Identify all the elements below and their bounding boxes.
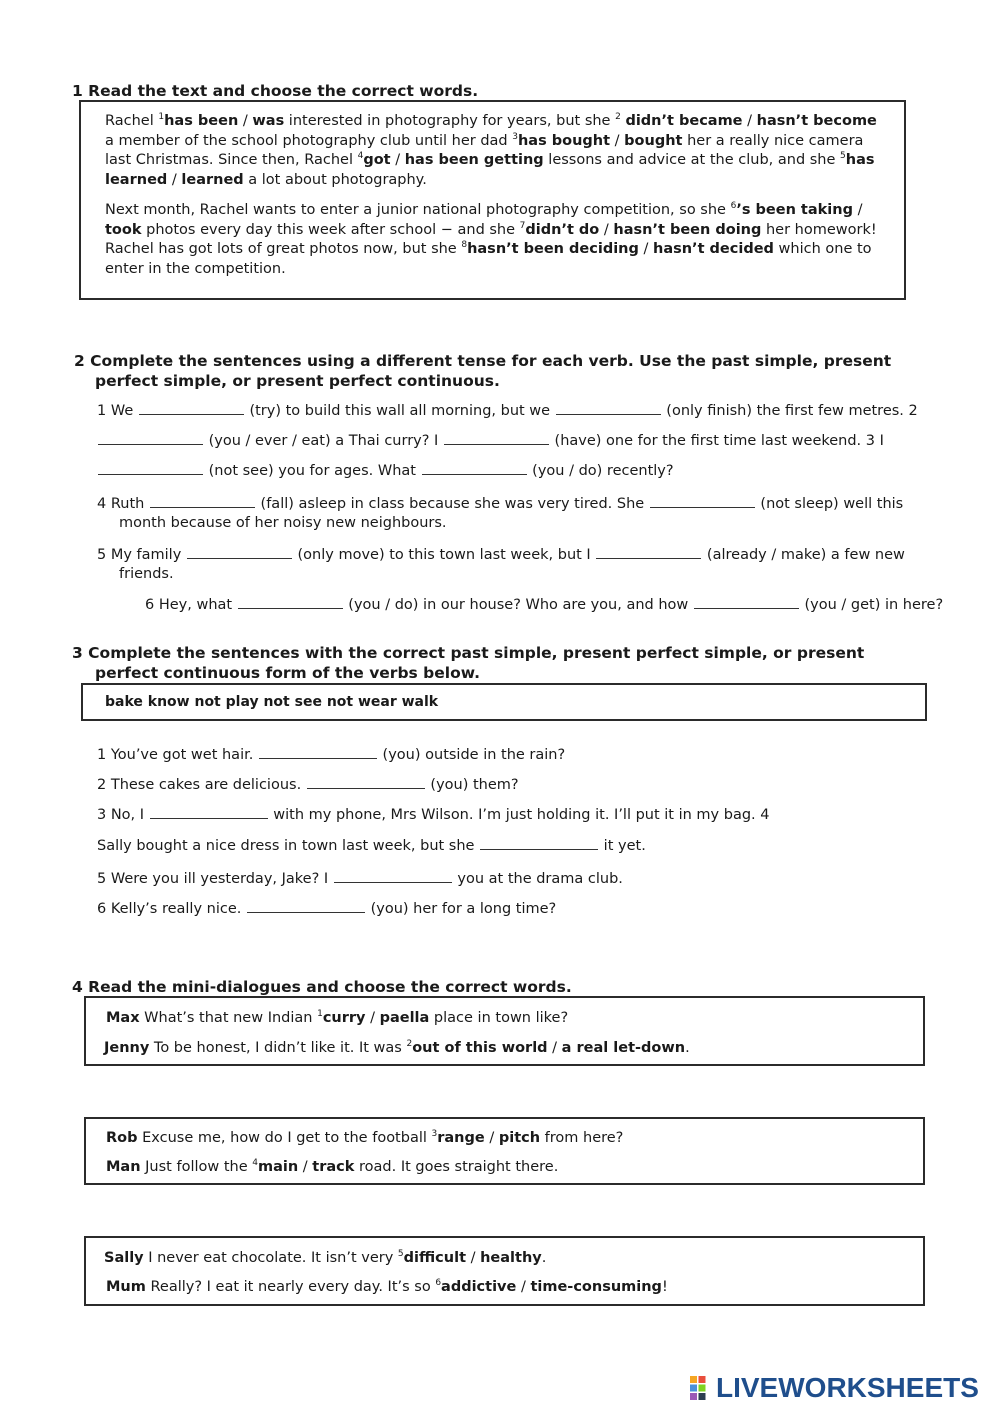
answer-option[interactable]: difficult — [403, 1250, 466, 1266]
dialogue-box-2 — [84, 1117, 925, 1185]
answer-option[interactable]: ’s been taking — [736, 202, 853, 218]
section2-heading-line2: perfect simple, or present perfect continuous. — [95, 372, 500, 390]
section3-heading-line1: 3 Complete the sentences with the correct past simple, present perfect simple, or present — [72, 644, 865, 662]
dialogue-1-line-2: Jenny To be honest, I didn’t like it. It was $^2$out of this world / a real let-down. — [104, 1039, 690, 1056]
answer-option[interactable]: took — [105, 221, 142, 238]
dialogue-2-line-1: Rob Excuse me, how do I get to the football $^3$range / pitch from here? — [106, 1129, 624, 1146]
section3-sentence-5: 5 Were you ill yesterday, Jake? I you at the drama club. — [97, 868, 623, 889]
answer-blank[interactable] — [556, 400, 661, 415]
verb-word-box — [81, 683, 927, 721]
answer-option[interactable]: learned — [181, 171, 244, 188]
section1-heading: 1 Read the text and choose the correct words. — [72, 82, 479, 100]
answer-option[interactable]: Jenny — [104, 1040, 150, 1056]
answer-option[interactable]: hasn’t become — [756, 113, 877, 129]
item-number: 8 — [461, 240, 468, 251]
liveworksheets-logo[interactable] — [690, 1373, 979, 1403]
liveworksheets-logo-icon — [690, 1376, 714, 1400]
dialogue-3-line-2: Mum Really? I eat it nearly every day. It’s so $^6$addictive / time-consuming! — [106, 1278, 668, 1295]
item-number: 4 — [252, 1158, 258, 1169]
section2-sentence-4-cont: month because of her noisy new neighbours. — [119, 515, 447, 531]
section2-sentence-5-cont: friends. — [119, 566, 174, 582]
answer-blank[interactable] — [98, 460, 203, 475]
section2-sentence-1: 1 We (try) to build this wall all morning, but we (only finish) the first few metres. 2 — [97, 400, 918, 421]
section4-heading: 4 Read the mini-dialogues and choose the correct words. — [72, 978, 572, 996]
answer-blank[interactable] — [480, 835, 598, 850]
section1-paragraph-1: Rachel $^1$has been / was interested in photography for years, but she $^2$ didn’t became / hasn’t become a member of the school photography club until her dad $^3$has bought / bought her a really nice camera last Christmas. Since then, Rachel $^4$got / has been getting lessons and advice at the club, and she $^5$has learned / learned a lot about photography. — [105, 112, 877, 188]
section3-sentence-1: 1 You’ve got wet hair. (you) outside in the rain? — [97, 744, 565, 765]
item-number: 1 — [317, 1009, 323, 1020]
answer-blank[interactable] — [247, 898, 365, 913]
answer-option[interactable]: hasn’t been deciding — [467, 241, 639, 257]
section2-heading-line1: 2 Complete the sentences using a different tense for each verb. Use the past simple, present — [74, 352, 892, 370]
item-number: 6 — [730, 201, 737, 212]
answer-blank[interactable] — [334, 868, 452, 883]
answer-blank[interactable] — [650, 493, 755, 508]
answer-option[interactable]: was — [252, 113, 285, 129]
item-number: 3 — [431, 1129, 438, 1140]
answer-option[interactable]: time-consuming — [530, 1279, 662, 1295]
answer-option[interactable]: got — [363, 152, 391, 168]
item-number: 3 — [512, 131, 518, 142]
answer-option[interactable]: addictive — [441, 1279, 517, 1295]
item-number: 6 — [435, 1278, 442, 1289]
item-number: 5 — [840, 151, 846, 162]
section3-heading-line2: perfect continuous form of the verbs below. — [95, 664, 480, 682]
section2-sentence-6: 6 Hey, what (you / do) in our house? Who are you, and how (you / get) in here? — [145, 594, 943, 615]
item-number: 7 — [519, 220, 526, 231]
dialogue-1-line-1: Max What’s that new Indian $^1$curry / paella place in town like? — [106, 1009, 569, 1026]
section2-sentence-4: 4 Ruth (fall) asleep in class because she was very tired. She (not sleep) well this — [97, 493, 903, 514]
section3-sentence-4: Sally bought a nice dress in town last week, but she it yet. — [97, 835, 646, 856]
answer-blank[interactable] — [150, 493, 255, 508]
verb-list: bake know not play not see not wear walk — [105, 694, 439, 710]
answer-blank[interactable] — [259, 744, 377, 759]
answer-option[interactable]: paella — [379, 1010, 430, 1026]
answer-option[interactable]: bought — [624, 132, 683, 149]
answer-blank[interactable] — [694, 594, 799, 609]
answer-option[interactable]: pitch — [498, 1130, 541, 1146]
answer-blank[interactable] — [307, 774, 425, 789]
answer-blank[interactable] — [422, 460, 527, 475]
answer-option[interactable]: has been — [164, 113, 239, 129]
liveworksheets-logo-text: LIVEWORKSHEETS — [716, 1372, 979, 1403]
answer-option[interactable]: Mum — [106, 1279, 146, 1295]
answer-option[interactable]: a real let-down — [561, 1040, 686, 1056]
answer-option[interactable]: Sally — [104, 1250, 144, 1266]
dialogue-box-1 — [84, 996, 925, 1066]
answer-blank[interactable] — [98, 430, 203, 445]
dialogue-2-line-2: Man Just follow the $^4$main / track road. It goes straight there. — [106, 1158, 559, 1175]
answer-option[interactable]: has learned — [105, 152, 875, 188]
section1-paragraph-2: Next month, Rachel wants to enter a junior national photography competition, so she $^6$’s been taking / took photos every day this week after school − and she $^7$didn’t do / hasn’t been doing her homework! Rachel has got lots of great photos now, but she $^8$hasn’t been deciding / hasn’t decided which one to enter in the competition. — [105, 201, 877, 277]
section3-sentence-3: 3 No, I with my phone, Mrs Wilson. I’m just holding it. I’ll put it in my bag. 4 — [97, 804, 769, 825]
answer-option[interactable]: Max — [106, 1010, 140, 1026]
answer-option[interactable]: has been getting — [404, 152, 544, 168]
item-number: 2 — [406, 1039, 413, 1050]
dialogue-box-3 — [84, 1236, 925, 1306]
answer-option[interactable]: hasn’t been doing — [613, 221, 762, 238]
answer-option[interactable]: didn’t became — [625, 113, 743, 129]
answer-blank[interactable] — [139, 400, 244, 415]
answer-option[interactable]: didn’t do — [525, 221, 600, 238]
answer-blank[interactable] — [150, 804, 268, 819]
answer-option[interactable]: track — [312, 1159, 355, 1175]
answer-blank[interactable] — [238, 594, 343, 609]
answer-blank[interactable] — [187, 544, 292, 559]
answer-option[interactable]: has bought — [517, 132, 611, 149]
answer-option[interactable]: range — [437, 1130, 485, 1146]
dialogue-3-line-1: Sally I never eat chocolate. It isn’t very $^5$difficult / healthy. — [104, 1249, 547, 1266]
answer-option[interactable]: Rob — [106, 1130, 138, 1146]
answer-blank[interactable] — [596, 544, 701, 559]
section3-sentence-6: 6 Kelly’s really nice. (you) her for a long time? — [97, 898, 556, 919]
section2-sentence-5: 5 My family (only move) to this town last week, but I (already / make) a few new — [97, 544, 905, 565]
item-number: 1 — [158, 112, 165, 123]
answer-option[interactable]: main — [257, 1159, 299, 1175]
answer-option[interactable]: curry — [322, 1010, 366, 1026]
answer-option[interactable]: Man — [106, 1159, 141, 1175]
answer-option[interactable]: out of this world — [412, 1040, 548, 1056]
item-number: 5 — [397, 1249, 404, 1260]
item-number: 2 — [615, 112, 621, 123]
section3-sentence-2: 2 These cakes are delicious. (you) them? — [97, 774, 519, 795]
section2-sentence-2: (you / ever / eat) a Thai curry? I (have) one for the first time last weekend. 3 I — [97, 430, 884, 451]
item-number: 4 — [357, 151, 364, 162]
answer-option[interactable]: healthy — [480, 1250, 542, 1266]
answer-option[interactable]: hasn’t decided — [653, 241, 774, 257]
answer-blank[interactable] — [444, 430, 549, 445]
section1-textbox — [79, 100, 906, 300]
section2-sentence-3: (not see) you for ages. What (you / do) recently? — [97, 460, 674, 481]
